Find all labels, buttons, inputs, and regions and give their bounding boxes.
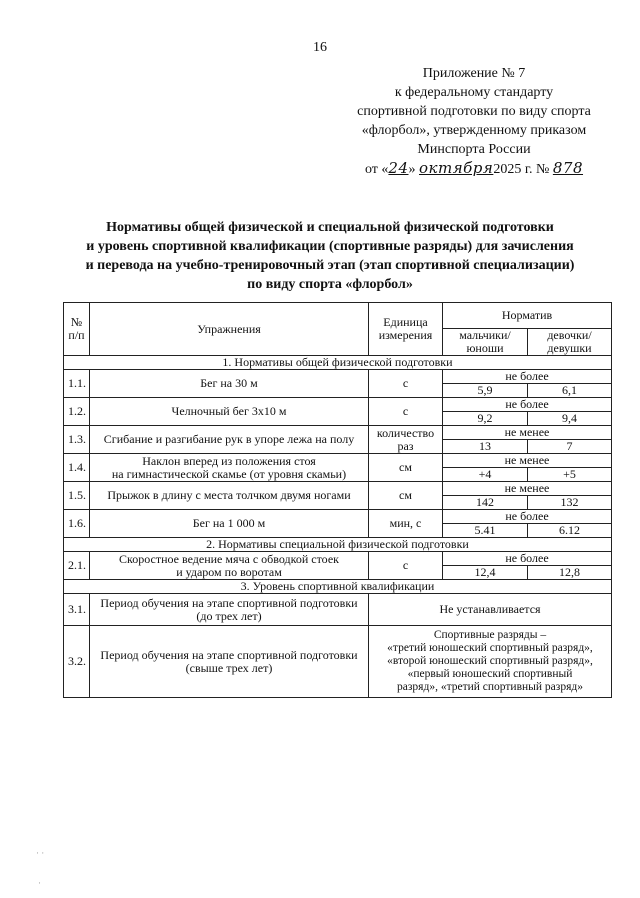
row-exercise-line: и ударом по воротам — [176, 564, 282, 579]
appendix-line: Приложение № 7 — [422, 66, 526, 81]
title-line: Нормативы общей физической и специальной физической подготовки — [106, 220, 554, 235]
norm-line: Спортивные разряды – — [433, 629, 547, 641]
row-unit: см — [369, 482, 443, 510]
row-condition: не более — [443, 370, 612, 384]
row-condition: не менее — [443, 454, 612, 468]
row-boys-value: 142 — [443, 496, 528, 510]
row-boys-value: 5.41 — [443, 524, 528, 538]
handwritten-month: октября — [419, 159, 494, 177]
section-heading: 2. Нормативы специальной физической подготовки — [64, 538, 612, 552]
header-boys: мальчики/ юноши — [443, 329, 528, 356]
appendix-line: спортивной подготовки по виду спорта — [357, 104, 591, 119]
appendix-line: «флорбол», утвержденному приказом — [361, 123, 587, 138]
row-boys-value: 5,9 — [443, 384, 528, 398]
row-boys-value: 9,2 — [443, 412, 528, 426]
appendix-line: Минспорта России — [417, 142, 531, 157]
header-exercise: Упражнения — [90, 303, 369, 356]
row-norm-value: Не устанавливается — [369, 594, 612, 626]
row-condition: не менее — [443, 482, 612, 496]
date-prefix: от « — [364, 162, 389, 177]
norm-line: «первый юношеский спортивный — [407, 668, 573, 680]
row-num: 1.5. — [64, 482, 90, 510]
row-num: 1.2. — [64, 398, 90, 426]
row-unit: мин, с — [369, 510, 443, 538]
row-unit: см — [369, 454, 443, 482]
row-num: 1.6. — [64, 510, 90, 538]
row-exercise-line: (свыше трех лет) — [185, 660, 273, 675]
normatives-table — [63, 302, 612, 698]
row-num: 1.4. — [64, 454, 90, 482]
row-exercise — [90, 594, 369, 626]
row-exercise: Бег на 1 000 м — [90, 510, 369, 538]
row-norm-value — [369, 626, 612, 698]
row-condition: не менее — [443, 426, 612, 440]
row-exercise-line: Наклон вперед из положения стоя — [142, 453, 316, 468]
row-exercise-line: Скоростное ведение мяча с обводкой стоек — [119, 551, 339, 566]
row-num: 1.1. — [64, 370, 90, 398]
section-heading: 1. Нормативы общей физической подготовки — [64, 356, 612, 370]
row-exercise-line: Период обучения на этапе спортивной подготовки — [100, 647, 358, 662]
row-girls-value: 6,1 — [528, 384, 612, 398]
row-condition: не более — [443, 398, 612, 412]
row-exercise — [90, 552, 369, 580]
appendix-header — [340, 64, 608, 179]
row-boys-value: +4 — [443, 468, 528, 482]
row-unit: с — [369, 370, 443, 398]
row-girls-value: 6.12 — [528, 524, 612, 538]
row-exercise-line: (до трех лет) — [196, 608, 262, 623]
row-num: 3.2. — [64, 626, 90, 698]
row-girls-value: 132 — [528, 496, 612, 510]
row-exercise — [90, 454, 369, 482]
row-condition: не более — [443, 510, 612, 524]
row-unit: с — [369, 552, 443, 580]
appendix-line: к федеральному стандарту — [394, 85, 554, 100]
date-mid: » — [408, 162, 419, 177]
norm-line: «третий юношеский спортивный разряд», — [387, 642, 593, 654]
row-num: 2.1. — [64, 552, 90, 580]
row-boys-value: 12,4 — [443, 566, 528, 580]
row-exercise-line: на гимнастической скамье (от уровня скамьи) — [111, 466, 347, 481]
year-text: 2025 г. № — [493, 162, 550, 177]
page-number: 16 — [313, 40, 327, 55]
header-girls: девочки/ девушки — [528, 329, 612, 356]
row-girls-value: +5 — [528, 468, 612, 482]
row-exercise-line: Период обучения на этапе спортивной подготовки — [100, 595, 358, 610]
row-unit: количество раз — [369, 426, 443, 454]
row-girls-value: 7 — [528, 440, 612, 454]
row-exercise: Прыжок в длину с места толчком двумя ногами — [90, 482, 369, 510]
row-exercise: Бег на 30 м — [90, 370, 369, 398]
norm-line: разряд», «третий спортивный разряд» — [397, 681, 583, 693]
row-condition: не более — [443, 552, 612, 566]
row-exercise — [90, 626, 369, 698]
document-title — [60, 218, 600, 294]
handwritten-order-number: 878 — [552, 159, 584, 177]
section-heading: 3. Уровень спортивной квалификации — [64, 580, 612, 594]
row-girls-value: 12,8 — [528, 566, 612, 580]
title-line: и перевода на учебно-тренировочный этап (этап спортивной специализации) — [85, 258, 575, 273]
scan-artifact: · — [38, 878, 41, 888]
header-norm: Норматив — [443, 303, 612, 329]
row-girls-value: 9,4 — [528, 412, 612, 426]
row-unit: с — [369, 398, 443, 426]
row-exercise: Сгибание и разгибание рук в упоре лежа на полу — [90, 426, 369, 454]
scan-artifact: · · — [36, 848, 45, 858]
row-boys-value: 13 — [443, 440, 528, 454]
row-num: 3.1. — [64, 594, 90, 626]
header-num: № п/п — [64, 303, 90, 356]
order-date-line — [340, 159, 608, 179]
handwritten-day: 24 — [388, 159, 409, 177]
row-exercise: Челночный бег 3х10 м — [90, 398, 369, 426]
norm-line: «второй юношеский спортивный разряд», — [387, 655, 593, 667]
title-line: по виду спорта «флорбол» — [247, 277, 413, 292]
header-unit: Единица измерения — [369, 303, 443, 356]
title-line: и уровень спортивной квалификации (спортивные разряды) для зачисления — [86, 239, 574, 254]
row-num: 1.3. — [64, 426, 90, 454]
